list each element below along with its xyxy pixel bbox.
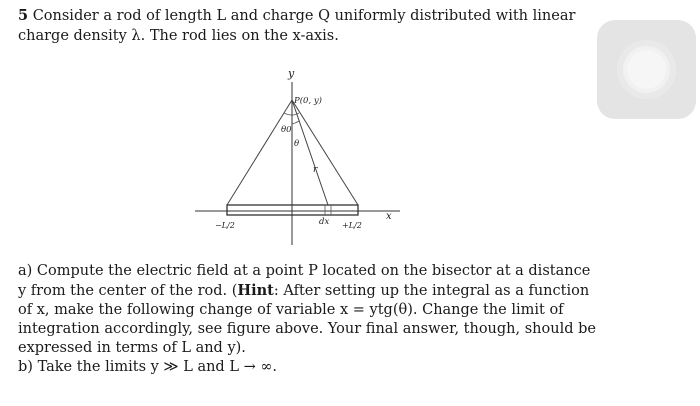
part-b	[18, 358, 598, 377]
problem-intro	[18, 6, 598, 46]
r-line	[292, 100, 328, 205]
part-a-text-1: Compute the electric field at a point P located on the bisector at a distance y from the center of the rod. (	[18, 263, 591, 299]
x-axis-label: x	[386, 211, 392, 222]
part-a-label: a)	[18, 263, 33, 279]
right-line	[292, 100, 358, 205]
theta-arc	[292, 121, 299, 124]
theta-label: θ	[294, 139, 300, 149]
part-a	[18, 262, 598, 358]
point-label: P(0, y)	[294, 96, 322, 106]
left-end-label: −L/2	[215, 221, 235, 230]
problem-number: 5	[18, 7, 29, 24]
right-end-label: +L/2	[342, 221, 362, 230]
assistive-button-core-icon	[627, 50, 666, 89]
dx-label: dx	[319, 217, 330, 227]
rod-diagram	[195, 60, 425, 250]
left-line	[227, 100, 292, 205]
y-axis-label: y	[288, 67, 295, 80]
part-a-text-2: : After setting up the integral as a function of x, make the following change of variable x = ytg(θ). Change the limit of integration accordingly, see figure above. Your final answer, though, should be expressed in terms of L and y).	[18, 283, 596, 356]
problem-intro-text: Consider a rod of length L and charge Q uniformly distributed with linear charge density λ. The rod lies on the x-axis.	[18, 8, 576, 44]
theta0-label: θ0	[281, 125, 292, 135]
r-label: r	[313, 165, 318, 175]
floating-assistive-button[interactable]	[597, 20, 696, 119]
hint-label: Hint	[237, 282, 274, 299]
part-b-text: Take the limits y ≫ L and L → ∞.	[37, 359, 278, 375]
problem-parts	[18, 262, 598, 377]
part-b-label: b)	[18, 359, 33, 375]
